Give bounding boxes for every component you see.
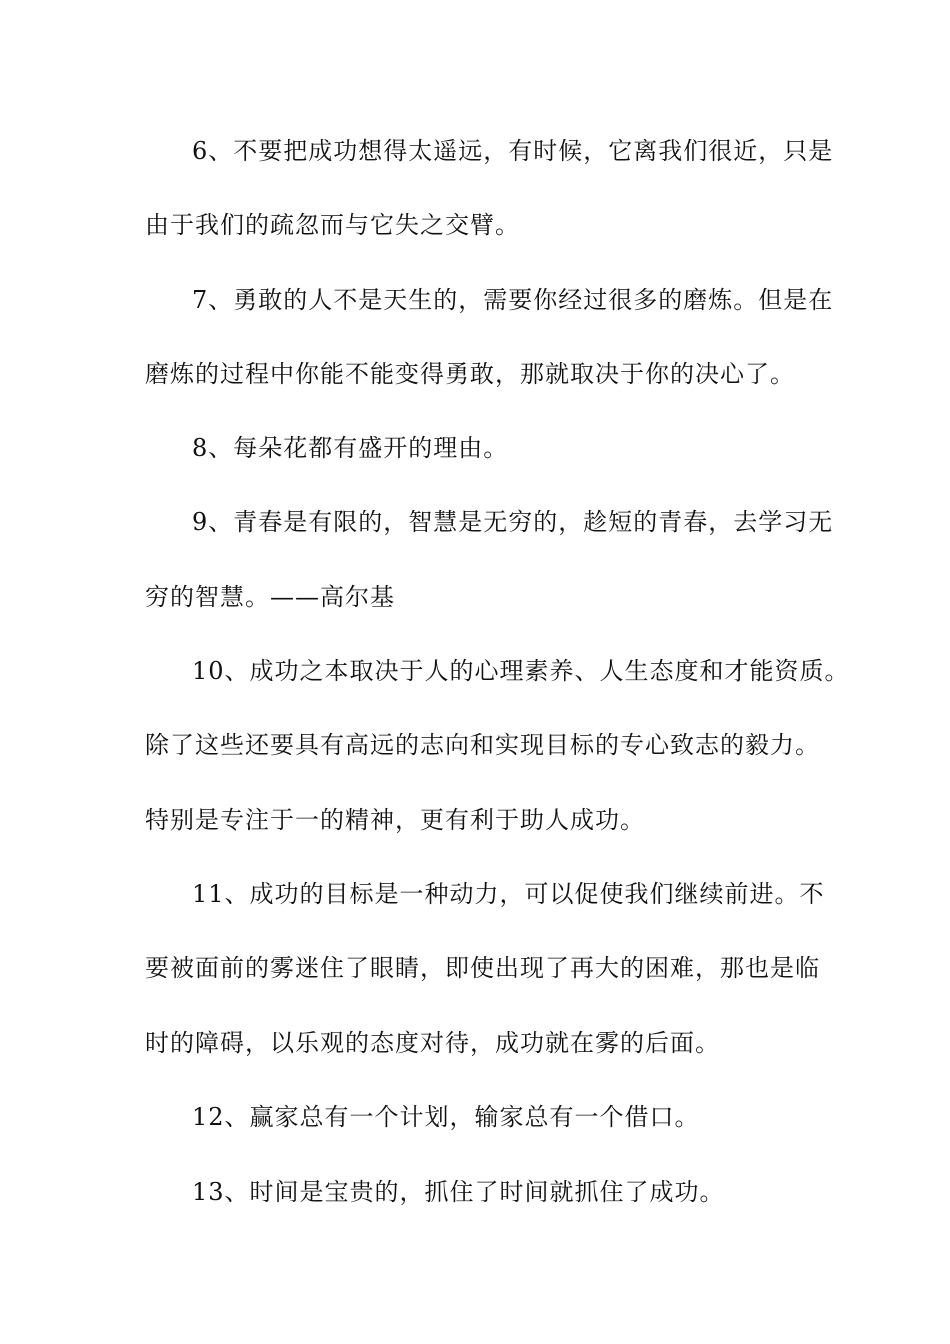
quote-6-line-2: 由于我们的疏忽而与它失之交臂。 [145, 211, 520, 239]
quote-11-line-1: 11、成功的目标是一种动力，可以促使我们继续前进。不 [192, 880, 825, 908]
quote-10-line-3: 特别是专注于一的精神，更有利于助人成功。 [145, 806, 645, 834]
quote-7-line-1: 7、勇敢的人不是天生的，需要你经过很多的磨炼。但是在 [192, 286, 834, 314]
quote-9-line-2: 穷的智慧。——高尔基 [145, 583, 395, 611]
quote-9-line-1: 9、青春是有限的，智慧是无穷的，趁短的青春，去学习无 [192, 508, 834, 536]
quote-12-line-1: 12、赢家总有一个计划，输家总有一个借口。 [192, 1103, 700, 1131]
quote-11-line-2: 要被面前的雾迷住了眼睛，即使出现了再大的困难，那也是临 [145, 954, 820, 982]
quote-10-line-1: 10、成功之本取决于人的心理素养、人生态度和才能资质。 [192, 657, 850, 685]
quote-13-line-1: 13、时间是宝贵的，抓住了时间就抓住了成功。 [192, 1178, 725, 1206]
quote-7-line-2: 磨炼的过程中你能不能变得勇敢，那就取决于你的决心了。 [145, 360, 795, 388]
quote-11-line-3: 时的障碍，以乐观的态度对待，成功就在雾的后面。 [145, 1029, 720, 1057]
quote-6-line-1: 6、不要把成功想得太遥远，有时候，它离我们很近，只是 [192, 137, 834, 165]
quote-10-line-2: 除了这些还要具有高远的志向和实现目标的专心致志的毅力。 [145, 731, 820, 759]
quote-8-line-1: 8、每朵花都有盛开的理由。 [192, 434, 509, 462]
